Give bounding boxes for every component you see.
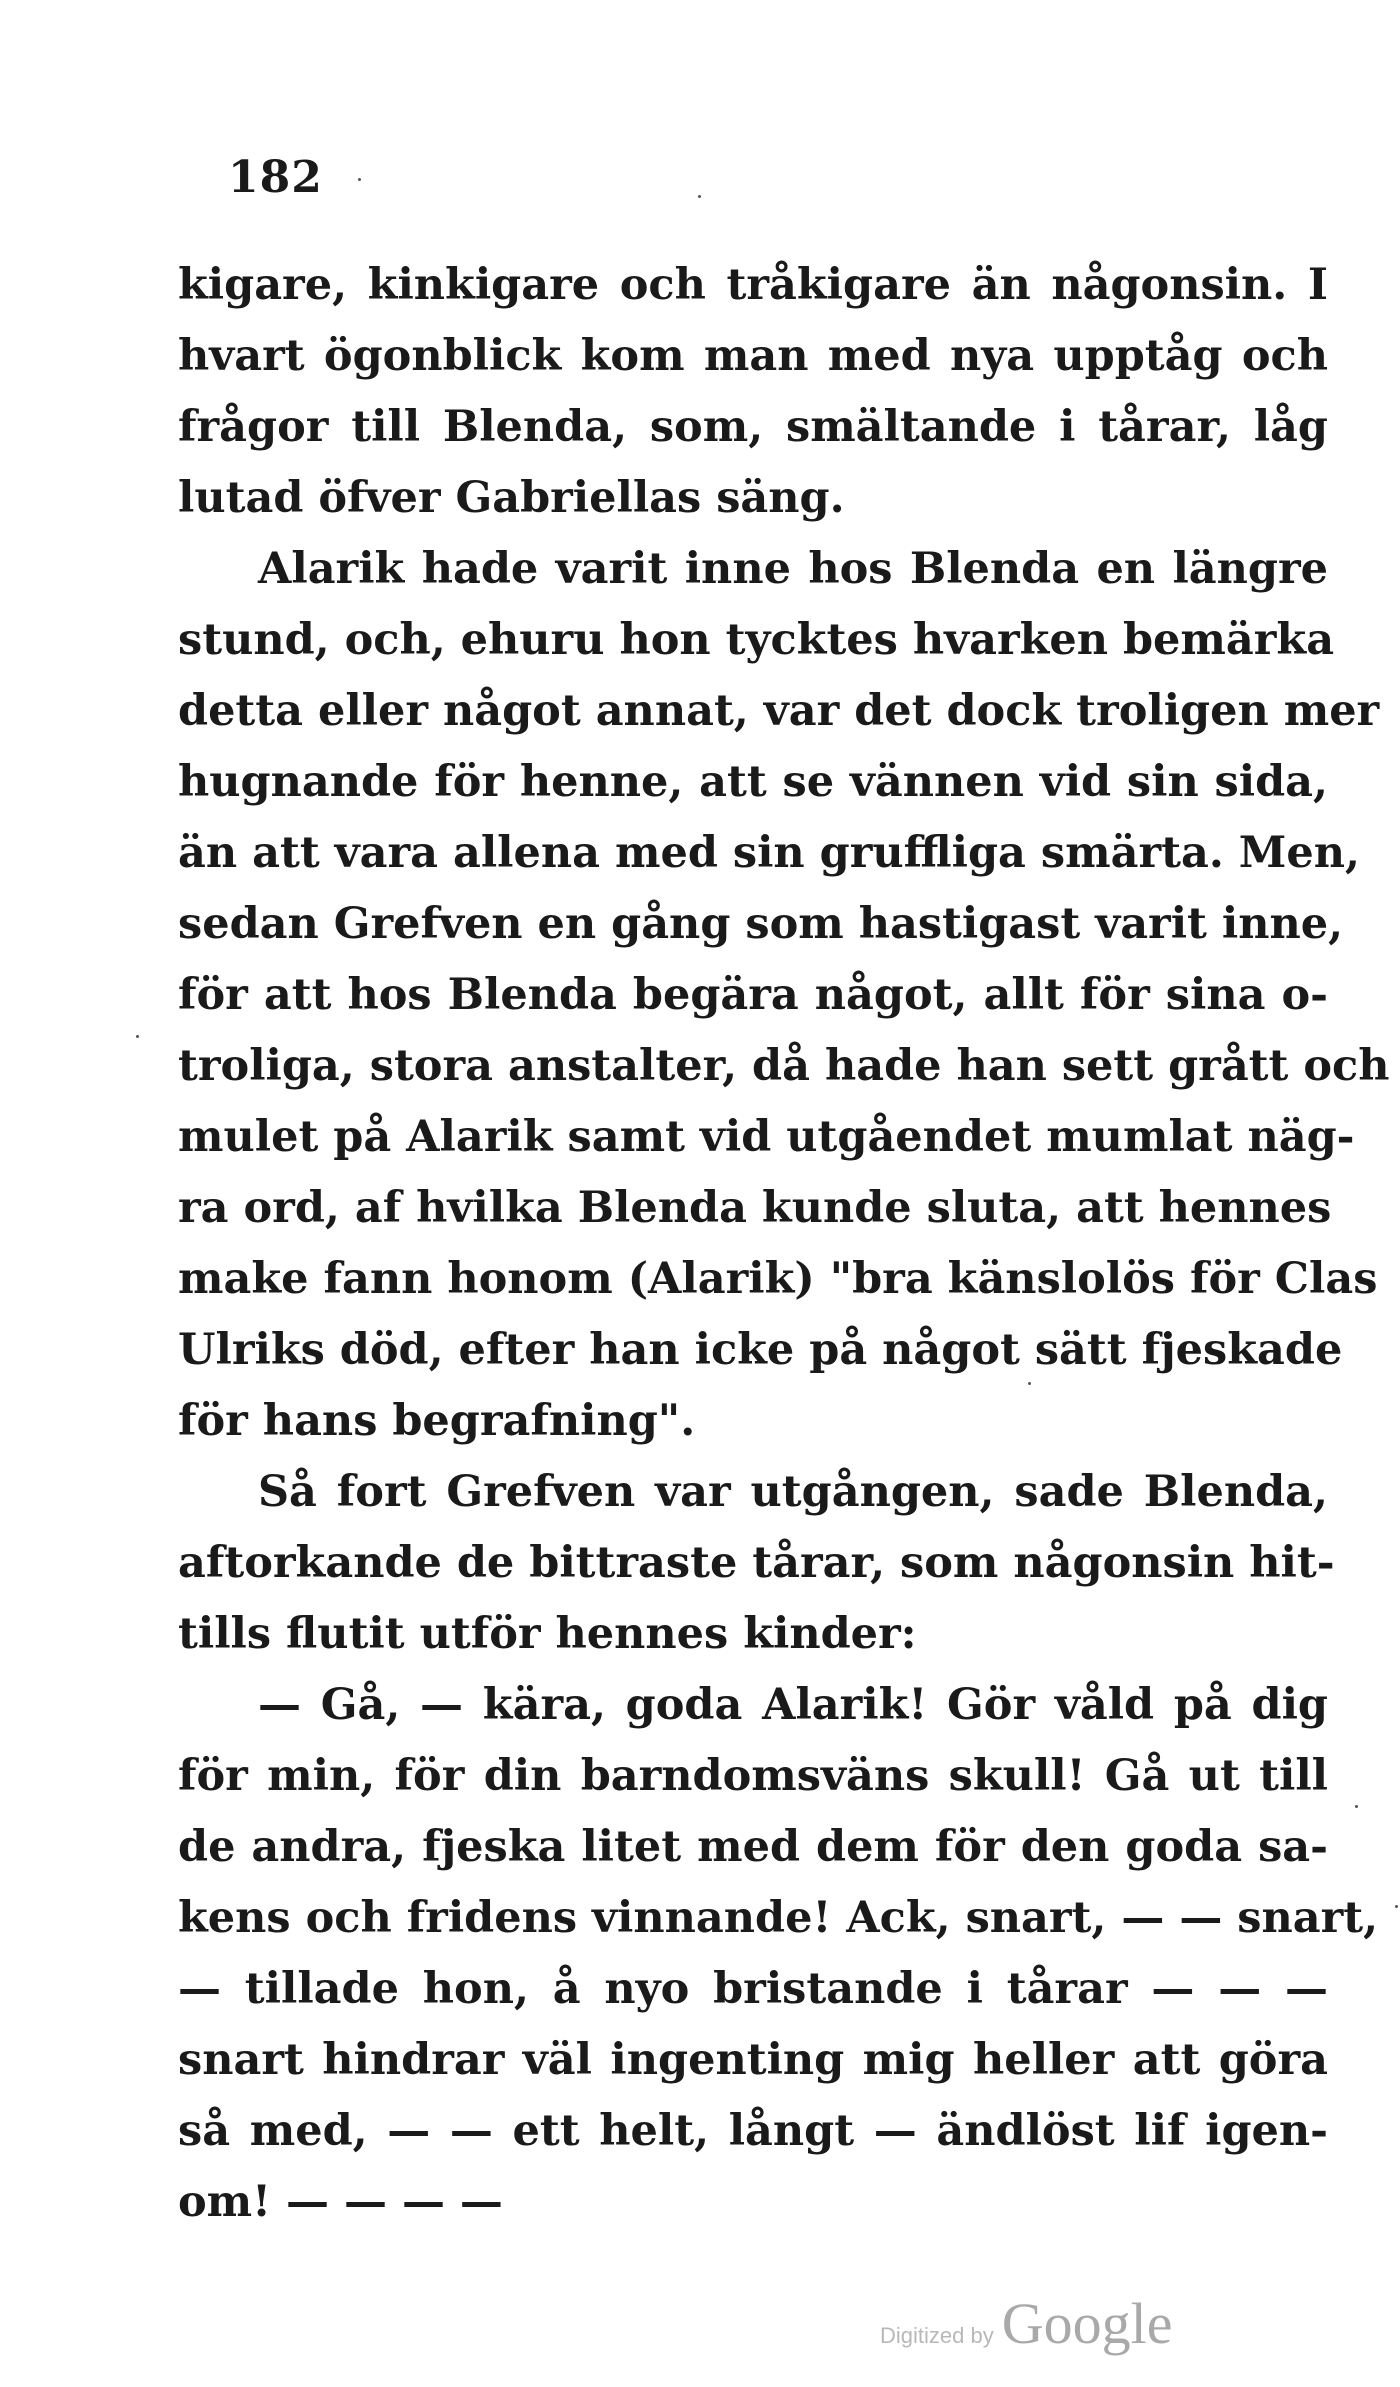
text-line bbox=[178, 889, 1344, 960]
scan-speck bbox=[136, 1035, 139, 1038]
text-line-content: snart hindrar väl ingenting mig heller att göra bbox=[178, 2035, 1328, 2085]
text-line bbox=[178, 392, 1328, 463]
text-line bbox=[178, 676, 1380, 747]
text-line bbox=[178, 534, 1328, 605]
text-line-content: för att hos Blenda begära något, allt för sina o- bbox=[178, 970, 1328, 1020]
text-line-content: tills flutit utför hennes kinder: bbox=[178, 1609, 917, 1659]
text-line bbox=[178, 463, 1328, 534]
text-line-content: sedan Grefven en gång som hastigast varit inne, bbox=[178, 899, 1344, 949]
text-line bbox=[178, 1102, 1355, 1173]
body-text bbox=[178, 250, 1390, 2238]
text-line bbox=[178, 747, 1328, 818]
page-number: 182 bbox=[228, 152, 323, 203]
text-line bbox=[178, 1031, 1390, 1102]
text-line bbox=[178, 1812, 1328, 1883]
scan-speck bbox=[698, 195, 701, 198]
text-line bbox=[178, 250, 1328, 321]
text-line-content: frågor till Blenda, som, smältande i tårar, låg bbox=[178, 402, 1328, 452]
text-line-content: detta eller något annat, var det dock troligen mer bbox=[178, 686, 1380, 736]
text-line bbox=[178, 1528, 1335, 1599]
text-line-content: — Gå, — kära, goda Alarik! Gör våld på dig bbox=[258, 1680, 1328, 1730]
text-line bbox=[178, 1954, 1328, 2025]
scan-speck bbox=[1028, 1382, 1031, 1385]
text-line bbox=[178, 1599, 1328, 1670]
text-line bbox=[178, 1244, 1378, 1315]
text-line bbox=[178, 1741, 1328, 1812]
text-line bbox=[178, 1315, 1343, 1386]
text-line-content: hvart ögonblick kom man med nya upptåg och bbox=[178, 331, 1328, 381]
text-line-content: Så fort Grefven var utgången, sade Blenda, bbox=[258, 1467, 1328, 1517]
text-line-content: kigare, kinkigare och tråkigare än någonsin. I bbox=[178, 260, 1328, 310]
text-line-content: troliga, stora anstalter, då hade han sett grått och bbox=[178, 1041, 1390, 1091]
text-line-content: om! — — — — bbox=[178, 2177, 503, 2227]
text-line-content: make fann honom (Alarik) "bra känslolös för Clas bbox=[178, 1254, 1378, 1304]
text-line-content: kens och fridens vinnande! Ack, snart, — — snart, bbox=[178, 1893, 1379, 1943]
text-line-content: stund, och, ehuru hon tycktes hvarken bemärka bbox=[178, 615, 1335, 665]
text-line bbox=[178, 1457, 1328, 1528]
text-line-content: än att vara allena med sin gruffliga smärta. Men, bbox=[178, 828, 1360, 878]
text-line bbox=[178, 605, 1335, 676]
text-line-content: ra ord, af hvilka Blenda kunde sluta, att hennes bbox=[178, 1183, 1332, 1233]
text-line-content: de andra, fjeska litet med dem för den goda sa- bbox=[178, 1822, 1328, 1872]
scan-speck bbox=[358, 178, 361, 181]
watermark-prefix: Digitized by bbox=[880, 2323, 994, 2348]
digitized-by-google-watermark bbox=[880, 2290, 1172, 2357]
text-line-content: så med, — — ett helt, långt — ändlöst lif igen- bbox=[178, 2106, 1328, 2156]
text-line-content: för hans begrafning". bbox=[178, 1396, 696, 1446]
text-line-content: aftorkande de bittraste tårar, som någonsin hit- bbox=[178, 1538, 1335, 1588]
text-line-content: Alarik hade varit inne hos Blenda en längre bbox=[258, 544, 1328, 594]
text-line bbox=[178, 321, 1328, 392]
text-line bbox=[178, 1670, 1328, 1741]
scan-speck bbox=[1355, 1805, 1358, 1808]
text-line bbox=[178, 1883, 1379, 1954]
text-line-content: mulet på Alarik samt vid utgåendet mumlat näg- bbox=[178, 1112, 1355, 1162]
google-logo: Google bbox=[1001, 2291, 1173, 2356]
text-line bbox=[178, 2167, 1328, 2238]
text-line-content: Ulriks död, efter han icke på något sätt fjeskade bbox=[178, 1325, 1343, 1375]
text-line bbox=[178, 960, 1328, 1031]
text-line bbox=[178, 818, 1360, 889]
text-line-content: — tillade hon, å nyo bristande i tårar — — — bbox=[178, 1964, 1328, 2014]
scan-speck bbox=[1395, 1905, 1398, 1908]
text-line-content: för min, för din barndomsväns skull! Gå ut till bbox=[178, 1751, 1328, 1801]
text-line bbox=[178, 2096, 1328, 2167]
text-line bbox=[178, 1386, 1328, 1457]
text-line bbox=[178, 2025, 1328, 2096]
text-line bbox=[178, 1173, 1332, 1244]
text-line-content: hugnande för henne, att se vännen vid sin sida, bbox=[178, 757, 1328, 807]
text-line-content: lutad öfver Gabriellas säng. bbox=[178, 473, 845, 523]
